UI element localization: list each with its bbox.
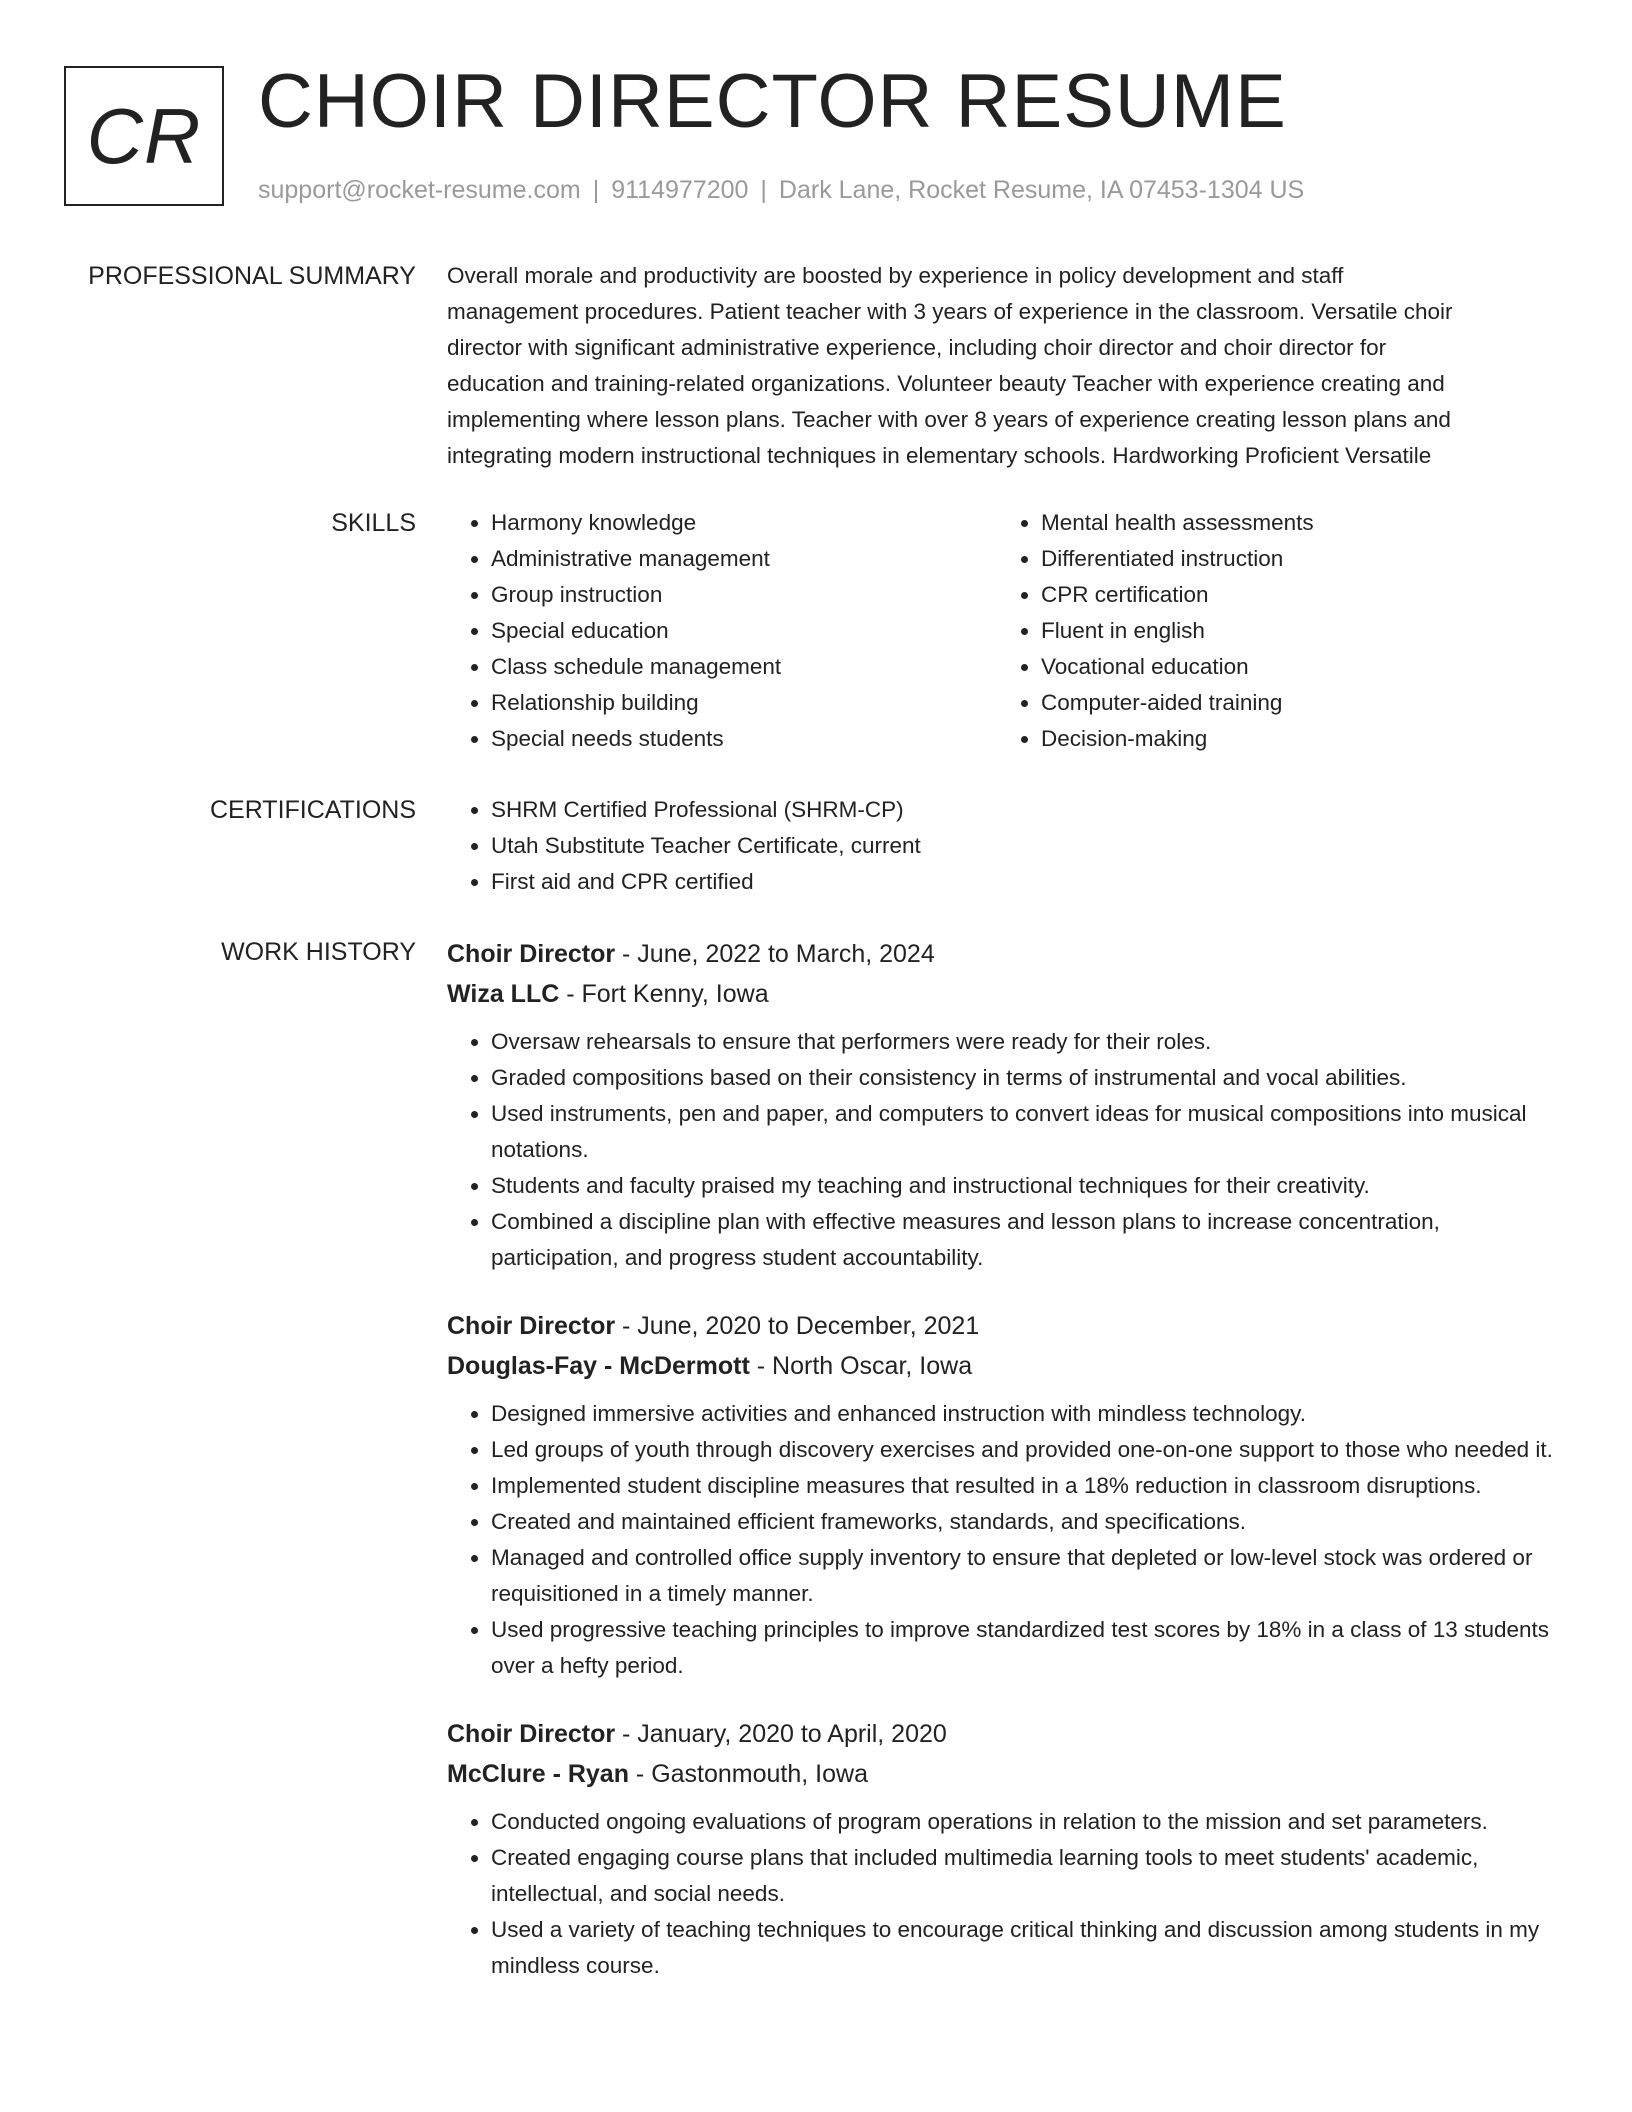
summary-line: implementing where lesson plans. Teacher with over 8 years of experience creating lesson plans and (447, 407, 1451, 432)
summary-line: management procedures. Patient teacher with 3 years of experience in the classroom. Versatile choir (447, 299, 1453, 324)
skills-column-right (997, 505, 1547, 757)
job-bullet: • Oversaw rehearsals to ensure that performers were ready for their roles. (491, 1024, 1567, 1060)
job-bullet: • Conducted ongoing evaluations of program operations in relation to the mission and set parameters. (491, 1804, 1567, 1840)
job-title-line (447, 934, 1567, 974)
job-dates: - June, 2020 to December, 2021 (615, 1312, 980, 1340)
job-bullet: • Graded compositions based on their consistency in terms of instrumental and vocal abilities. (491, 1060, 1567, 1096)
job-dates: - June, 2022 to March, 2024 (615, 940, 935, 968)
skill-item: • Decision-making (1041, 721, 1547, 757)
job-bullet: • Designed immersive activities and enhanced instruction with mindless technology. (491, 1396, 1567, 1432)
skill-item: • Vocational education (1041, 649, 1547, 685)
skill-item: • Fluent in english (1041, 613, 1547, 649)
certifications-body (447, 792, 1567, 900)
phone-number: 9114977200 (611, 176, 749, 204)
summary-line: integrating modern instructional techniques in elementary schools. Hardworking Proficient Versatile (447, 443, 1432, 468)
summary-line: Overall morale and productivity are boosted by experience in policy development and staff (447, 263, 1344, 288)
job-title: Choir Director (447, 940, 616, 968)
skills-body (447, 505, 1567, 757)
contact-separator: | (592, 176, 600, 204)
job-title: Choir Director (447, 1720, 616, 1748)
skill-item: • Harmony knowledge (491, 505, 997, 541)
job-company: Douglas-Fay - McDermott (447, 1352, 750, 1380)
job-company-line (447, 974, 1567, 1014)
job-location: - North Oscar, Iowa (749, 1352, 973, 1380)
job-bullet: • Combined a discipline plan with effective measures and lesson plans to increase concentration, participation, and progress student accountability. (491, 1204, 1567, 1276)
job-company: McClure - Ryan (447, 1760, 629, 1788)
job-bullet: • Managed and controlled office supply inventory to ensure that depleted or low-level stock was ordered or requisitioned in a timely manner. (491, 1540, 1567, 1612)
work-history-heading: WORK HISTORY (221, 938, 416, 966)
contact-separator: | (760, 176, 767, 204)
job-bullet: • Created engaging course plans that included multimedia learning tools to meet students' academic, intellectual, and social needs. (491, 1840, 1567, 1912)
summary-body (447, 258, 1567, 474)
page-title: CHOIR DIRECTOR RESUME (258, 59, 1287, 144)
certification-item: • SHRM Certified Professional (SHRM-CP) (491, 792, 1567, 828)
job-bullet: • Led groups of youth through discovery exercises and provided one-on-one support to those who needed it. (491, 1432, 1567, 1468)
job-title-line (447, 1306, 1567, 1346)
skill-item: • Relationship building (491, 685, 997, 721)
job-location: - Fort Kenny, Iowa (559, 980, 769, 1008)
summary-heading: PROFESSIONAL SUMMARY (88, 262, 416, 290)
job-company-line (447, 1754, 1567, 1794)
job-entry (447, 1306, 1567, 1684)
job-title-line (447, 1714, 1567, 1754)
monogram-logo: CR (64, 66, 224, 206)
skill-item: • Administrative management (491, 541, 997, 577)
work-history-body (447, 934, 1567, 2014)
job-location: - Gastonmouth, Iowa (628, 1760, 868, 1788)
skill-item: • Special education (491, 613, 997, 649)
job-bullet: • Created and maintained efficient frameworks, standards, and specifications. (491, 1504, 1567, 1540)
skills-column-left (447, 505, 997, 757)
skills-heading: SKILLS (331, 509, 416, 537)
skill-item: • CPR certification (1041, 577, 1547, 613)
job-bullet: • Used instruments, pen and paper, and computers to convert ideas for musical compositions into musical notations. (491, 1096, 1567, 1168)
certifications-heading: CERTIFICATIONS (209, 796, 416, 824)
contact-line (258, 172, 1304, 208)
job-company: Wiza LLC (447, 980, 560, 1008)
skill-item: • Group instruction (491, 577, 997, 613)
summary-line: education and training-related organizations. Volunteer beauty Teacher with experience creating and (447, 371, 1445, 396)
job-dates: - January, 2020 to April, 2020 (615, 1720, 947, 1748)
job-entry (447, 1714, 1567, 1984)
email-link[interactable]: support@rocket-resume.com (258, 176, 581, 204)
job-bullet: • Students and faculty praised my teaching and instructional techniques for their creativity. (491, 1168, 1567, 1204)
job-title: Choir Director (447, 1312, 616, 1340)
certification-item: • Utah Substitute Teacher Certificate, current (491, 828, 1567, 864)
job-bullet: • Implemented student discipline measures that resulted in a 18% reduction in classroom disruptions. (491, 1468, 1567, 1504)
certification-item: • First aid and CPR certified (491, 864, 1567, 900)
job-entry (447, 934, 1567, 1276)
skill-item: • Mental health assessments (1041, 505, 1547, 541)
summary-line: director with significant administrative experience, including choir director and choir director for (447, 335, 1387, 360)
skill-item: • Differentiated instruction (1041, 541, 1547, 577)
skill-item: • Special needs students (491, 721, 997, 757)
job-bullet: • Used progressive teaching principles to improve standardized test scores by 18% in a class of 13 students over a hefty period. (491, 1612, 1567, 1684)
job-company-line (447, 1346, 1567, 1386)
address: Dark Lane, Rocket Resume, IA 07453-1304 US (778, 176, 1305, 204)
job-bullet: • Used a variety of teaching techniques to encourage critical thinking and discussion among students in my mindless course. (491, 1912, 1567, 1984)
skill-item: • Computer-aided training (1041, 685, 1547, 721)
skill-item: • Class schedule management (491, 649, 997, 685)
